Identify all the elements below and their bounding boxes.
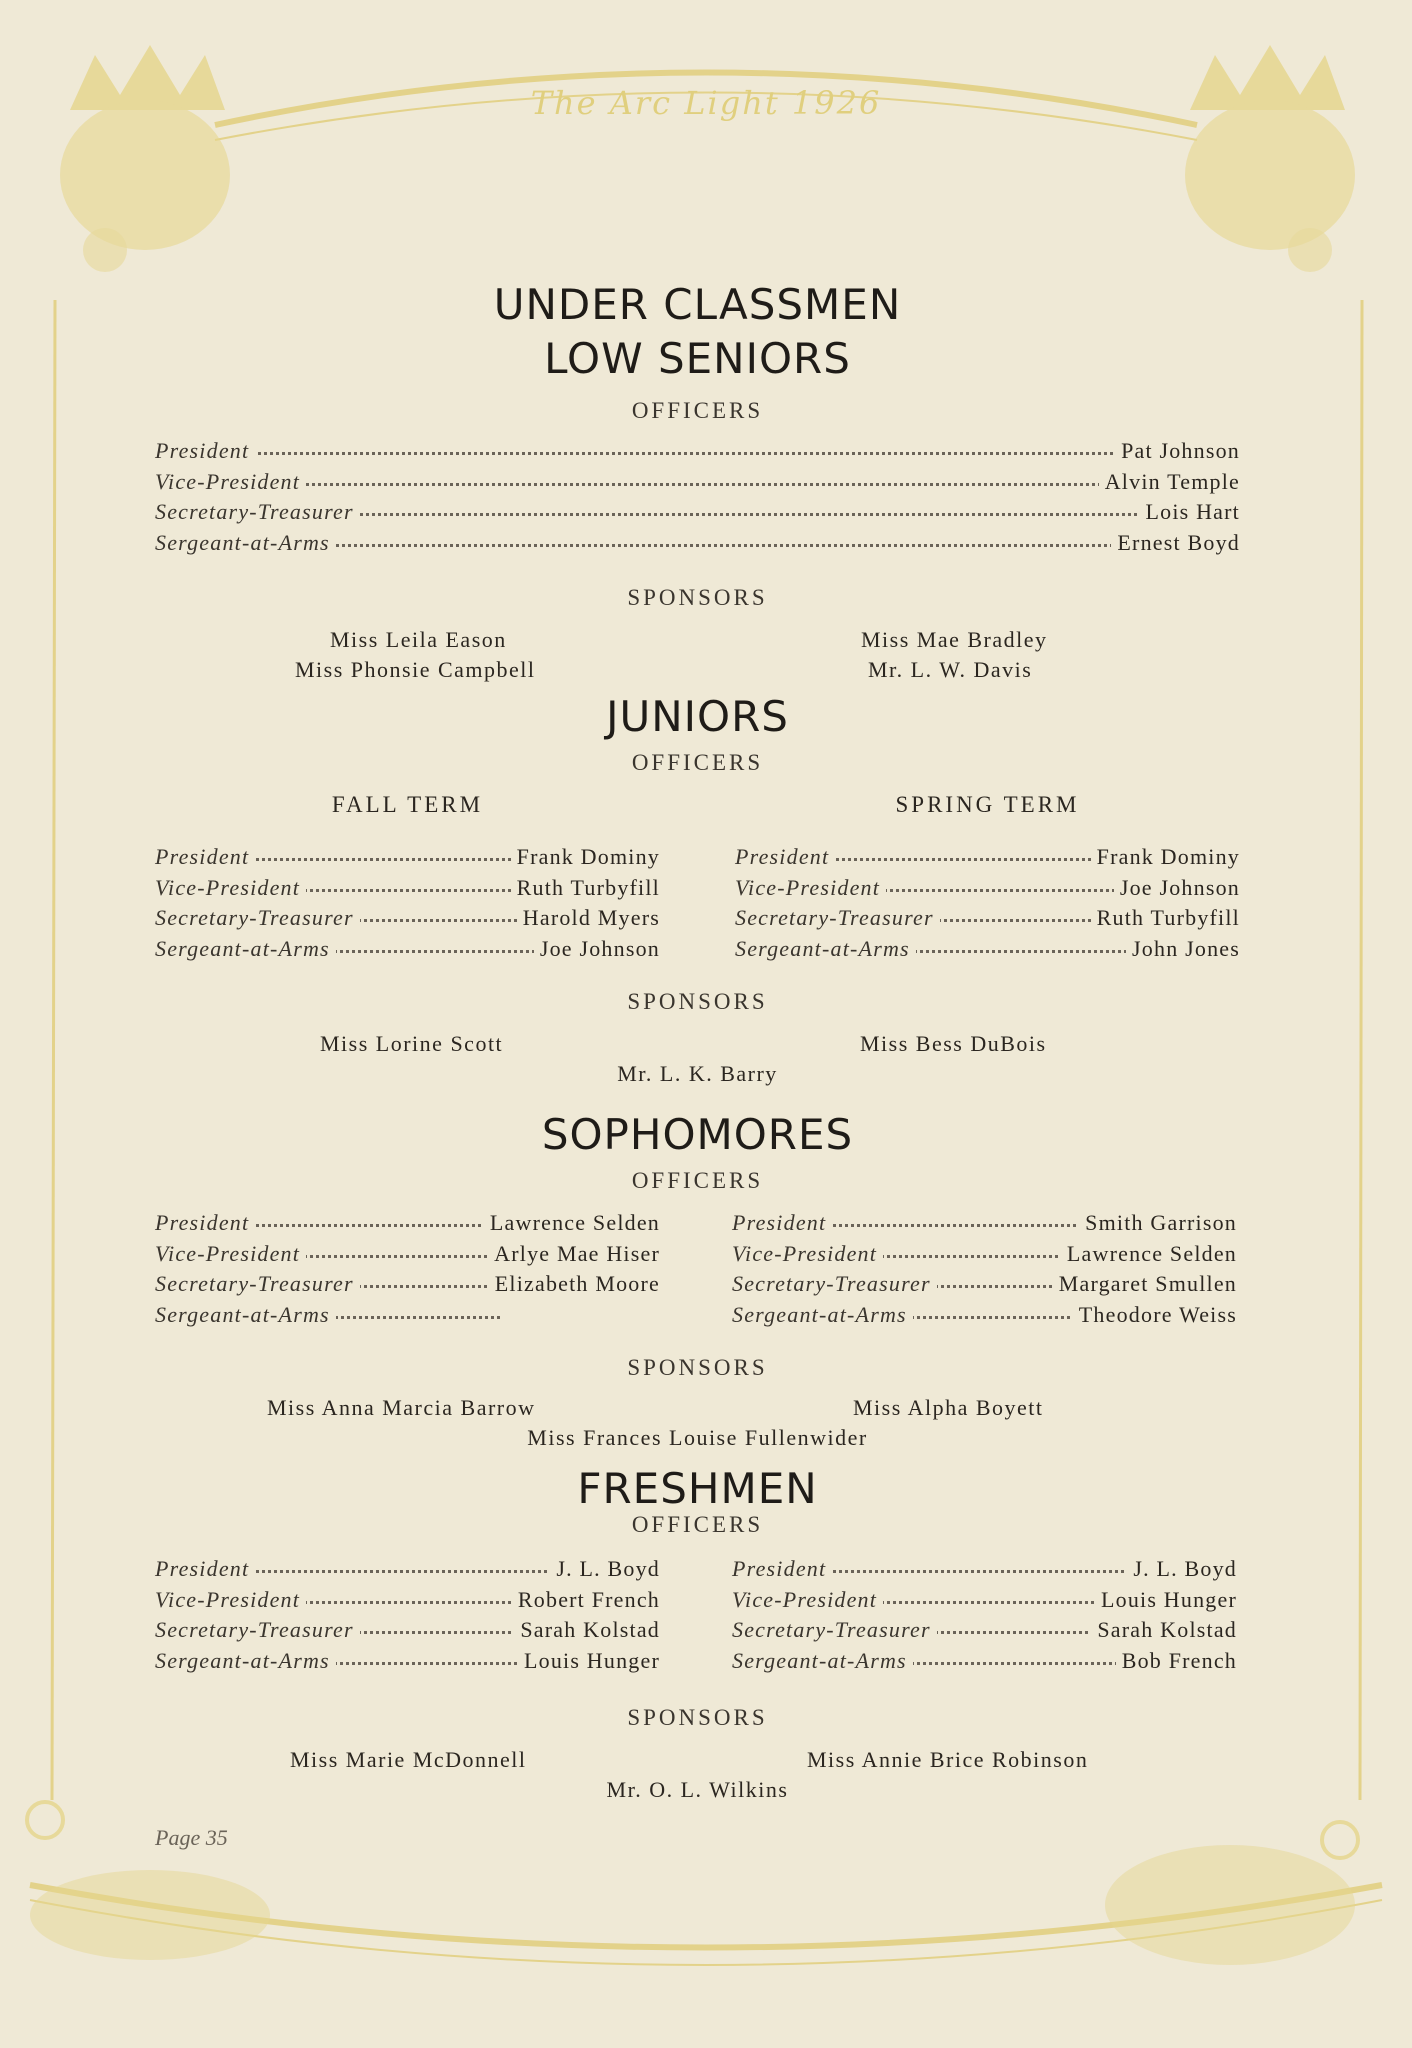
sophomores-section: [155, 1108, 1240, 1455]
officer-role: Vice-President: [732, 1239, 883, 1269]
sponsor-name: Miss Leila Eason: [330, 627, 507, 652]
officer-row: [735, 903, 1240, 934]
officer-name: Ernest Boyd: [1111, 528, 1240, 558]
officer-role: President: [155, 1208, 255, 1238]
officer-row: [735, 873, 1240, 904]
officer-role: Sergeant-at-Arms: [155, 1300, 336, 1330]
officer-name: Margaret Smullen: [1053, 1269, 1237, 1299]
officer-row: [155, 1554, 660, 1585]
sponsor-name: Miss Anna Marcia Barrow: [267, 1395, 536, 1420]
spring-term-heading: SPRING TERM: [895, 792, 1080, 817]
officer-row: [732, 1646, 1237, 1677]
juniors-title: JUNIORS: [606, 692, 789, 741]
officer-name: Harold Myers: [517, 903, 660, 933]
officer-name: Lois Hart: [1139, 497, 1240, 527]
sponsor-name: Miss Lorine Scott: [320, 1031, 504, 1056]
officer-row: [155, 1208, 660, 1239]
officer-name: Sarah Kolstad: [1091, 1615, 1237, 1645]
officer-role: Sergeant-at-Arms: [155, 528, 336, 558]
officer-row: [155, 497, 1240, 528]
sponsors-heading: SPONSORS: [627, 1705, 768, 1730]
low-seniors-section: [155, 278, 1240, 695]
officer-role: Vice-President: [735, 873, 886, 903]
sponsor-name: Miss Alpha Boyett: [853, 1395, 1044, 1420]
officer-role: Vice-President: [732, 1585, 883, 1615]
officer-role: Sergeant-at-Arms: [155, 934, 336, 964]
low-seniors-title: LOW SENIORS: [544, 334, 851, 383]
corner-ornament-bottom-left: [27, 1802, 270, 1960]
dot-leader: [155, 483, 1240, 486]
officer-name: Bob French: [1116, 1646, 1237, 1676]
officers-heading: OFFICERS: [631, 1168, 764, 1193]
officer-name: Joe Johnson: [1114, 873, 1240, 903]
right-border-line: [1360, 300, 1362, 1800]
officer-row: [155, 1300, 660, 1331]
officer-role: Sergeant-at-Arms: [155, 1646, 336, 1676]
sponsor-block: [155, 625, 1240, 695]
sponsor-name: Mr. L. W. Davis: [868, 657, 1033, 682]
officer-row: [732, 1585, 1237, 1616]
junior-officer-columns: [155, 842, 1240, 967]
officer-name: Arlye Mae Hiser: [488, 1239, 660, 1269]
sponsors-heading: SPONSORS: [627, 989, 768, 1014]
officer-role: Secretary-Treasurer: [155, 497, 360, 527]
officer-name: Louis Hunger: [1095, 1585, 1237, 1615]
officers-heading: OFFICERS: [631, 750, 764, 775]
officer-row: [732, 1269, 1237, 1300]
officer-name: Elizabeth Moore: [489, 1269, 660, 1299]
sponsors-heading: SPONSORS: [627, 1355, 768, 1380]
freshmen-title: FRESHMEN: [577, 1464, 818, 1513]
officer-role: Vice-President: [155, 1585, 306, 1615]
sponsor-block: [155, 1393, 1240, 1455]
officer-row: [155, 873, 660, 904]
spring-officer-list: [735, 842, 1240, 964]
officer-role: Vice-President: [155, 873, 306, 903]
left-officer-list: [155, 1554, 660, 1676]
officer-name: Frank Dominy: [1091, 842, 1240, 872]
sponsor-block: [155, 1029, 1240, 1091]
officer-role: President: [732, 1208, 832, 1238]
officer-name: Pat Johnson: [1115, 436, 1240, 466]
officer-role: President: [732, 1554, 832, 1584]
officer-row: [735, 934, 1240, 965]
officer-name: Louis Hunger: [518, 1646, 660, 1676]
officer-row: [155, 467, 1240, 498]
sponsor-name: Miss Annie Brice Robinson: [807, 1747, 1089, 1772]
officer-role: Vice-President: [155, 467, 306, 497]
officer-row: [732, 1208, 1237, 1239]
sponsor-block: [155, 1745, 1240, 1807]
running-head: The Arc Light 1926: [530, 84, 882, 122]
officer-name: Joe Johnson: [534, 934, 660, 964]
officer-name: Sarah Kolstad: [514, 1615, 660, 1645]
officer-role: Vice-President: [155, 1239, 306, 1269]
officer-name: Frank Dominy: [511, 842, 660, 872]
officer-role: Sergeant-at-Arms: [732, 1646, 913, 1676]
officer-name: Theodore Weiss: [1073, 1300, 1237, 1330]
officer-role: Sergeant-at-Arms: [735, 934, 916, 964]
officer-name: John Jones: [1126, 934, 1240, 964]
officer-row: [155, 1646, 660, 1677]
right-officer-list: [732, 1554, 1237, 1676]
officer-row: [155, 903, 660, 934]
officer-name: Lawrence Selden: [1061, 1239, 1237, 1269]
officer-name: Ruth Turbyfill: [1091, 903, 1240, 933]
officer-row: [155, 934, 660, 965]
officer-name: J. L. Boyd: [550, 1554, 660, 1584]
officer-row: [732, 1239, 1237, 1270]
sponsor-name: Miss Marie McDonnell: [290, 1747, 527, 1772]
officer-row: [735, 842, 1240, 873]
page-title: UNDER CLASSMEN: [493, 280, 902, 329]
officer-role: Secretary-Treasurer: [732, 1615, 937, 1645]
officer-name: Lawrence Selden: [484, 1208, 660, 1238]
officer-role: Sergeant-at-Arms: [732, 1300, 913, 1330]
officer-row: [155, 842, 660, 873]
officer-row: [155, 1585, 660, 1616]
right-officer-list: [732, 1208, 1237, 1330]
sponsor-name: Miss Frances Louise Fullenwider: [527, 1425, 868, 1450]
fall-officer-list: [155, 842, 660, 964]
officer-row: [155, 1239, 660, 1270]
sponsor-name: Miss Mae Bradley: [861, 627, 1048, 652]
crown-ornament-left: [60, 45, 230, 272]
officer-role: President: [155, 1554, 255, 1584]
officer-role: Secretary-Treasurer: [735, 903, 940, 933]
corner-ornament-bottom-right: [1105, 1822, 1358, 1965]
sponsor-name: Mr. L. K. Barry: [617, 1061, 778, 1086]
term-headings: [155, 778, 1240, 828]
fall-term-heading: FALL TERM: [331, 792, 484, 817]
officer-role: President: [155, 436, 255, 466]
officer-name: Robert French: [512, 1585, 660, 1615]
officer-row: [155, 1269, 660, 1300]
officer-row: [155, 1615, 660, 1646]
page-number: Page 35: [155, 1825, 228, 1850]
officer-role: President: [735, 842, 835, 872]
officer-row: [732, 1554, 1237, 1585]
officer-role: President: [155, 842, 255, 872]
officer-role: Secretary-Treasurer: [732, 1269, 937, 1299]
left-officer-list: [155, 1208, 660, 1330]
freshmen-section: [155, 1462, 1240, 1807]
sponsors-heading: SPONSORS: [627, 585, 768, 610]
officer-row: [732, 1615, 1237, 1646]
left-border-line: [52, 300, 55, 1800]
officer-row: [732, 1300, 1237, 1331]
sophomores-title: SOPHOMORES: [541, 1110, 854, 1159]
officer-list: [155, 436, 1240, 558]
freshmen-officer-columns: [155, 1554, 1240, 1679]
sponsor-name: Mr. O. L. Wilkins: [606, 1777, 789, 1802]
officer-name: J. L. Boyd: [1127, 1554, 1237, 1584]
officer-row: [155, 528, 1240, 559]
officer-name: Ruth Turbyfill: [511, 873, 660, 903]
officer-role: Secretary-Treasurer: [155, 1269, 360, 1299]
crown-ornament-right: [1185, 45, 1355, 272]
officers-heading: OFFICERS: [631, 398, 764, 423]
officers-heading: OFFICERS: [631, 1512, 764, 1537]
sponsor-name: Miss Phonsie Campbell: [295, 657, 536, 682]
sponsor-name: Miss Bess DuBois: [860, 1031, 1047, 1056]
juniors-section: [155, 690, 1240, 1091]
dot-leader: [155, 452, 1240, 455]
officer-name: Smith Garrison: [1079, 1208, 1237, 1238]
officer-role: Secretary-Treasurer: [155, 1615, 360, 1645]
officer-role: Secretary-Treasurer: [155, 903, 360, 933]
sophomore-officer-columns: [155, 1208, 1240, 1333]
officer-name: Alvin Temple: [1099, 467, 1240, 497]
officer-row: [155, 436, 1240, 467]
